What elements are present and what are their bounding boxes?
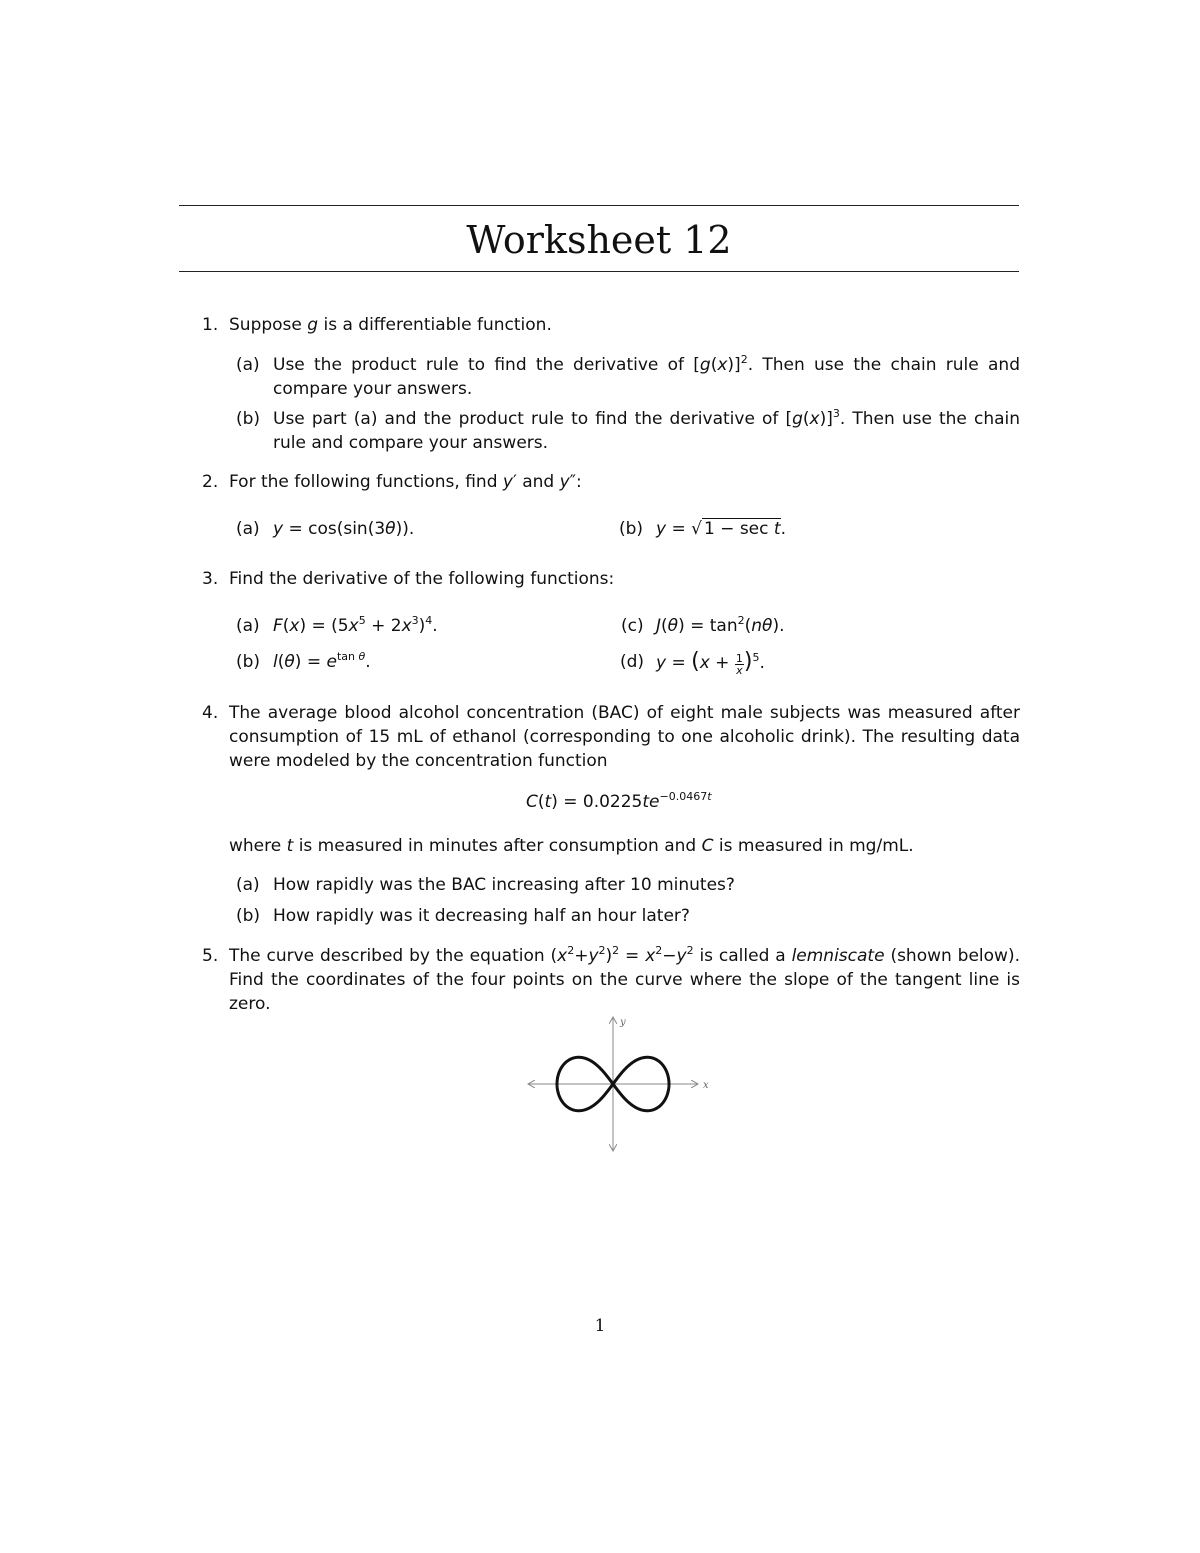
page-title: Worksheet 12 [466,218,732,262]
problem-4-number: 4. [202,703,219,723]
problem-3a-expression: $F(x) = (5x^5 + 2x^3)^4$. [273,614,438,636]
problem-3b-expression: $l(\theta) = e^{tan \theta}$. [273,650,371,672]
problem-2a-expression: y = cos(sin(3θ)). [273,519,415,539]
problem-1-text: Suppose g is a differentiable function. [229,315,552,335]
problem-2a-label: (a) [236,519,260,539]
problem-3a-label: (a) [236,616,260,636]
problem-3b-label: (b) [236,652,261,672]
problem-4-units: where t is measured in minutes after consumption and C is measured in mg/mL. [229,836,914,856]
problem-5-number: 5. [202,946,219,966]
page-number: 1 [594,1316,606,1336]
problem-1-number: 1. [202,315,219,335]
problem-3-number: 3. [202,569,219,589]
problem-1-statement: is a differentiable function. [323,315,552,335]
problem-2-text: For the following functions, find y′ and y″: [229,472,582,492]
problem-3c-label: (c) [621,616,644,636]
problem-3d-label: (d) [620,652,645,672]
problem-5-text: The curve described by the equation $(x^2+y^2)^2 = x^2-y^2$ is called a lemniscate (shown below). Find the coordinates of the four points on the curve where the slope of the tangent line is zero. [229,944,1020,1014]
problem-4b-text: How rapidly was it decreasing half an hour later? [273,906,690,926]
bottom-rule [179,271,1019,272]
problem-4a-text: How rapidly was the BAC increasing after 10 minutes? [273,875,735,895]
problem-1b-label: (b) [236,409,261,429]
problem-3d-expression: y = (x + $\frac{1}{x}$ )$^5$. [656,649,765,677]
problem-4-text: The average blood alcohol concentration (BAC) of eight male subjects was measured after consumption of 15 mL of ethanol (corresponding to one alcoholic drink). The resulting data were modeled by the concentration function [229,703,1020,771]
x-axis-label: x [703,1080,709,1091]
problem-1b-text: Use part (a) and the product rule to find the derivative of $[g(x)]^3$. Then use the chain rule and compare your answers. [273,407,1021,453]
problem-4a-label: (a) [236,875,260,895]
y-axis-label: y [620,1017,626,1028]
lemniscate-graph [525,1012,715,1154]
problem-2b-expression: y = √ 1 − sec t. [656,519,786,539]
problem-3c-expression: $J(\theta) = \tan^2(n\theta)$. [656,614,785,636]
problem-1a-text: Use the product rule to find the derivative of $[g(x)]^2$. Then use the chain rule and compare your answers. [273,353,1020,399]
top-rule [179,205,1019,206]
problem-2-number: 2. [202,472,219,492]
problem-4-formula: $C(t) = 0.0225te^{-0.0467t}$ [526,790,712,812]
problem-3-text: Find the derivative of the following functions: [229,569,615,589]
problem-4b-label: (b) [236,906,261,926]
problem-1a-label: (a) [236,355,260,375]
problem-2b-label: (b) [619,519,644,539]
